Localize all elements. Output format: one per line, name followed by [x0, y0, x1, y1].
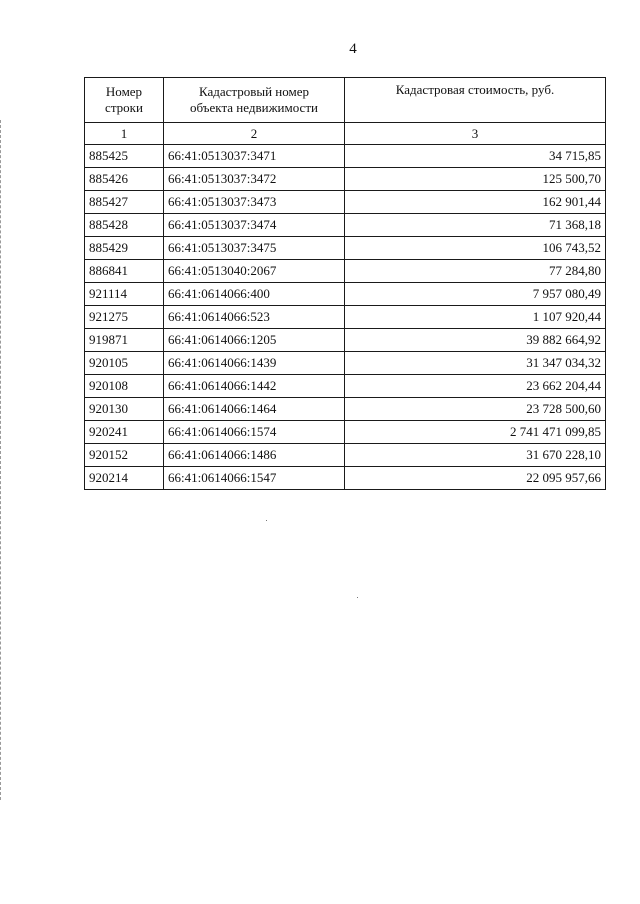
cadastral-value-cell: 125 500,70	[345, 168, 606, 191]
table-row	[85, 214, 606, 237]
header-line-number-line-2: строки	[105, 100, 143, 115]
cadastral-number-cell: 66:41:0614066:1442	[164, 375, 345, 398]
cadastral-value-cell: 77 284,80	[345, 260, 606, 283]
table-row	[85, 168, 606, 191]
cadastral-value-cell: 34 715,85	[345, 145, 606, 168]
line-number-cell: 920105	[85, 352, 164, 375]
cadastral-number-cell: 66:41:0614066:1205	[164, 329, 345, 352]
cadastral-value-cell: 71 368,18	[345, 214, 606, 237]
cadastral-number-cell: 66:41:0513037:3475	[164, 237, 345, 260]
cadastral-number-cell: 66:41:0513040:2067	[164, 260, 345, 283]
cadastral-number-cell: 66:41:0614066:400	[164, 283, 345, 306]
column-number-1: 1	[85, 123, 164, 145]
cadastral-number-cell: 66:41:0614066:1464	[164, 398, 345, 421]
column-number-row	[85, 123, 606, 145]
cadastral-value-cell: 23 662 204,44	[345, 375, 606, 398]
cadastral-number-cell: 66:41:0513037:3472	[164, 168, 345, 191]
table-row	[85, 283, 606, 306]
table-row	[85, 467, 606, 490]
header-cadastral-number-line-2: объекта недвижимости	[190, 100, 318, 115]
table-row	[85, 145, 606, 168]
line-number-cell: 885429	[85, 237, 164, 260]
cadastral-number-cell: 66:41:0513037:3474	[164, 214, 345, 237]
column-number-2: 2	[164, 123, 345, 145]
cadastral-value-cell: 22 095 957,66	[345, 467, 606, 490]
cadastral-value-table	[84, 77, 606, 490]
line-number-cell: 920214	[85, 467, 164, 490]
cadastral-value-cell: 23 728 500,60	[345, 398, 606, 421]
cadastral-number-cell: 66:41:0513037:3473	[164, 191, 345, 214]
cadastral-number-cell: 66:41:0614066:1439	[164, 352, 345, 375]
line-number-cell: 921114	[85, 283, 164, 306]
cadastral-value-cell: 39 882 664,92	[345, 329, 606, 352]
cadastral-number-cell: 66:41:0614066:523	[164, 306, 345, 329]
table-header-row	[85, 78, 606, 123]
header-line-number-line-1: Номер	[105, 84, 143, 99]
cadastral-value-cell: 162 901,44	[345, 191, 606, 214]
header-cadastral-value	[345, 78, 606, 123]
cadastral-number-cell: 66:41:0614066:1574	[164, 421, 345, 444]
line-number-cell: 919871	[85, 329, 164, 352]
table-row	[85, 306, 606, 329]
cadastral-number-cell: 66:41:0513037:3471	[164, 145, 345, 168]
header-line-number	[85, 78, 164, 123]
table-row	[85, 191, 606, 214]
table-row	[85, 352, 606, 375]
scan-left-edge	[0, 120, 3, 800]
cadastral-number-cell: 66:41:0614066:1547	[164, 467, 345, 490]
line-number-cell: 885426	[85, 168, 164, 191]
table-row	[85, 237, 606, 260]
cadastral-value-cell: 7 957 080,49	[345, 283, 606, 306]
header-cadastral-number	[164, 78, 345, 123]
line-number-cell: 920241	[85, 421, 164, 444]
table-body	[85, 78, 606, 490]
header-cadastral-value-line-1: Кадастровая стоимость, руб.	[395, 82, 555, 97]
scan-speck	[357, 597, 358, 598]
table-row	[85, 375, 606, 398]
table-row	[85, 260, 606, 283]
scan-speck	[266, 520, 267, 521]
line-number-cell: 885428	[85, 214, 164, 237]
line-number-cell: 921275	[85, 306, 164, 329]
cadastral-value-cell: 106 743,52	[345, 237, 606, 260]
column-number-3: 3	[345, 123, 606, 145]
cadastral-value-cell: 1 107 920,44	[345, 306, 606, 329]
line-number-cell: 920130	[85, 398, 164, 421]
table-row	[85, 421, 606, 444]
page-number: 4	[349, 41, 357, 57]
cadastral-number-cell: 66:41:0614066:1486	[164, 444, 345, 467]
table-row	[85, 444, 606, 467]
header-cadastral-number-line-1: Кадастровый номер	[198, 84, 310, 99]
cadastral-value-cell: 31 670 228,10	[345, 444, 606, 467]
line-number-cell: 885425	[85, 145, 164, 168]
cadastral-value-cell: 2 741 471 099,85	[345, 421, 606, 444]
line-number-cell: 920152	[85, 444, 164, 467]
line-number-cell: 885427	[85, 191, 164, 214]
cadastral-value-cell: 31 347 034,32	[345, 352, 606, 375]
line-number-cell: 920108	[85, 375, 164, 398]
table-row	[85, 329, 606, 352]
line-number-cell: 886841	[85, 260, 164, 283]
table-row	[85, 398, 606, 421]
